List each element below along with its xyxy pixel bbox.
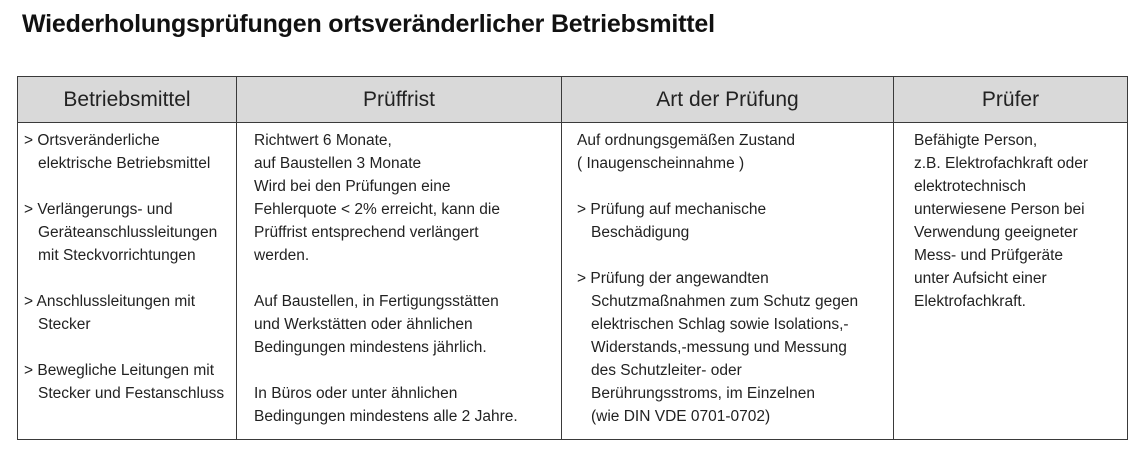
cell-spacer	[237, 267, 561, 290]
cell-line: Prüffrist entsprechend verlängert	[254, 224, 479, 241]
cell-line: Stecker	[38, 316, 91, 333]
cell-line: Bedingungen mindestens jährlich.	[254, 339, 487, 356]
cell-line: Richtwert 6 Monate,	[254, 132, 392, 149]
header-prueffrist: Prüffrist	[237, 77, 562, 123]
cell-line: Bedingungen mindestens alle 2 Jahre.	[254, 408, 518, 425]
cell-line: Berührungsstroms, im Einzelnen	[591, 385, 815, 402]
cell-line: > Verlängerungs- und	[24, 201, 173, 218]
cell-line: ( Inaugenscheinnahme )	[577, 155, 745, 172]
cell-line: Elektrofachkraft.	[914, 293, 1026, 310]
cell-line: Auf Baustellen, in Fertigungsstätten	[254, 293, 499, 310]
cell-line: Schutzmaßnahmen zum Schutz gegen	[591, 293, 859, 310]
cell-line: In Büros oder unter ähnlichen	[254, 385, 458, 402]
cell-line: Mess- und Prüfgeräte	[914, 247, 1064, 264]
cell-pruefer	[894, 123, 1128, 440]
header-art-der-pruefung: Art der Prüfung	[562, 77, 894, 123]
table-row	[18, 123, 1128, 440]
cell-art-der-pruefung	[562, 123, 894, 440]
cell-line: > Bewegliche Leitungen mit	[24, 362, 214, 379]
cell-line: unter Aufsicht einer	[914, 270, 1047, 287]
cell-line: z.B. Elektrofachkraft oder	[914, 155, 1089, 172]
cell-line: Auf ordnungsgemäßen Zustand	[577, 132, 795, 149]
cell-line: Fehlerquote < 2% erreicht, kann die	[254, 201, 500, 218]
cell-line: elektrische Betriebsmittel	[38, 155, 211, 172]
cell-line: elektrotechnisch	[914, 178, 1027, 195]
cell-line: > Anschlussleitungen mit	[24, 293, 196, 310]
cell-line: > Ortsveränderliche	[24, 132, 160, 149]
cell-line: > Prüfung auf mechanische	[577, 201, 767, 218]
cell-line: Widerstands,-messung und Messung	[591, 339, 847, 356]
inspection-table	[17, 76, 1128, 440]
cell-line: des Schutzleiter- oder	[591, 362, 742, 379]
cell-line: Befähigte Person,	[914, 132, 1038, 149]
cell-line: mit Steckvorrichtungen	[38, 247, 196, 264]
cell-line: unterwiesene Person bei	[914, 201, 1085, 218]
cell-line: Verwendung geeigneter	[914, 224, 1078, 241]
cell-prueffrist	[237, 123, 562, 440]
cell-line: auf Baustellen 3 Monate	[254, 155, 422, 172]
cell-line: werden.	[254, 247, 310, 264]
cell-spacer	[18, 267, 236, 290]
cell-line: Wird bei den Prüfungen eine	[254, 178, 451, 195]
cell-betriebsmittel	[18, 123, 237, 440]
page-title: Wiederholungsprüfungen ortsveränderlicher Betriebsmittel	[22, 10, 715, 38]
cell-spacer	[562, 175, 893, 198]
cell-line: Beschädigung	[591, 224, 690, 241]
cell-spacer	[18, 336, 236, 359]
cell-spacer	[18, 175, 236, 198]
cell-line: > Prüfung der angewandten	[577, 270, 769, 287]
cell-line: elektrischen Schlag sowie Isolations,-	[591, 316, 849, 333]
header-betriebsmittel: Betriebsmittel	[18, 77, 237, 123]
cell-line: und Werkstätten oder ähnlichen	[254, 316, 473, 333]
header-row	[18, 77, 1128, 123]
cell-line: (wie DIN VDE 0701-0702)	[591, 408, 771, 425]
cell-spacer	[562, 244, 893, 267]
header-pruefer: Prüfer	[894, 77, 1128, 123]
cell-line: Stecker und Festanschluss	[38, 385, 225, 402]
cell-line: Geräteanschlussleitungen	[38, 224, 218, 241]
cell-spacer	[237, 359, 561, 382]
